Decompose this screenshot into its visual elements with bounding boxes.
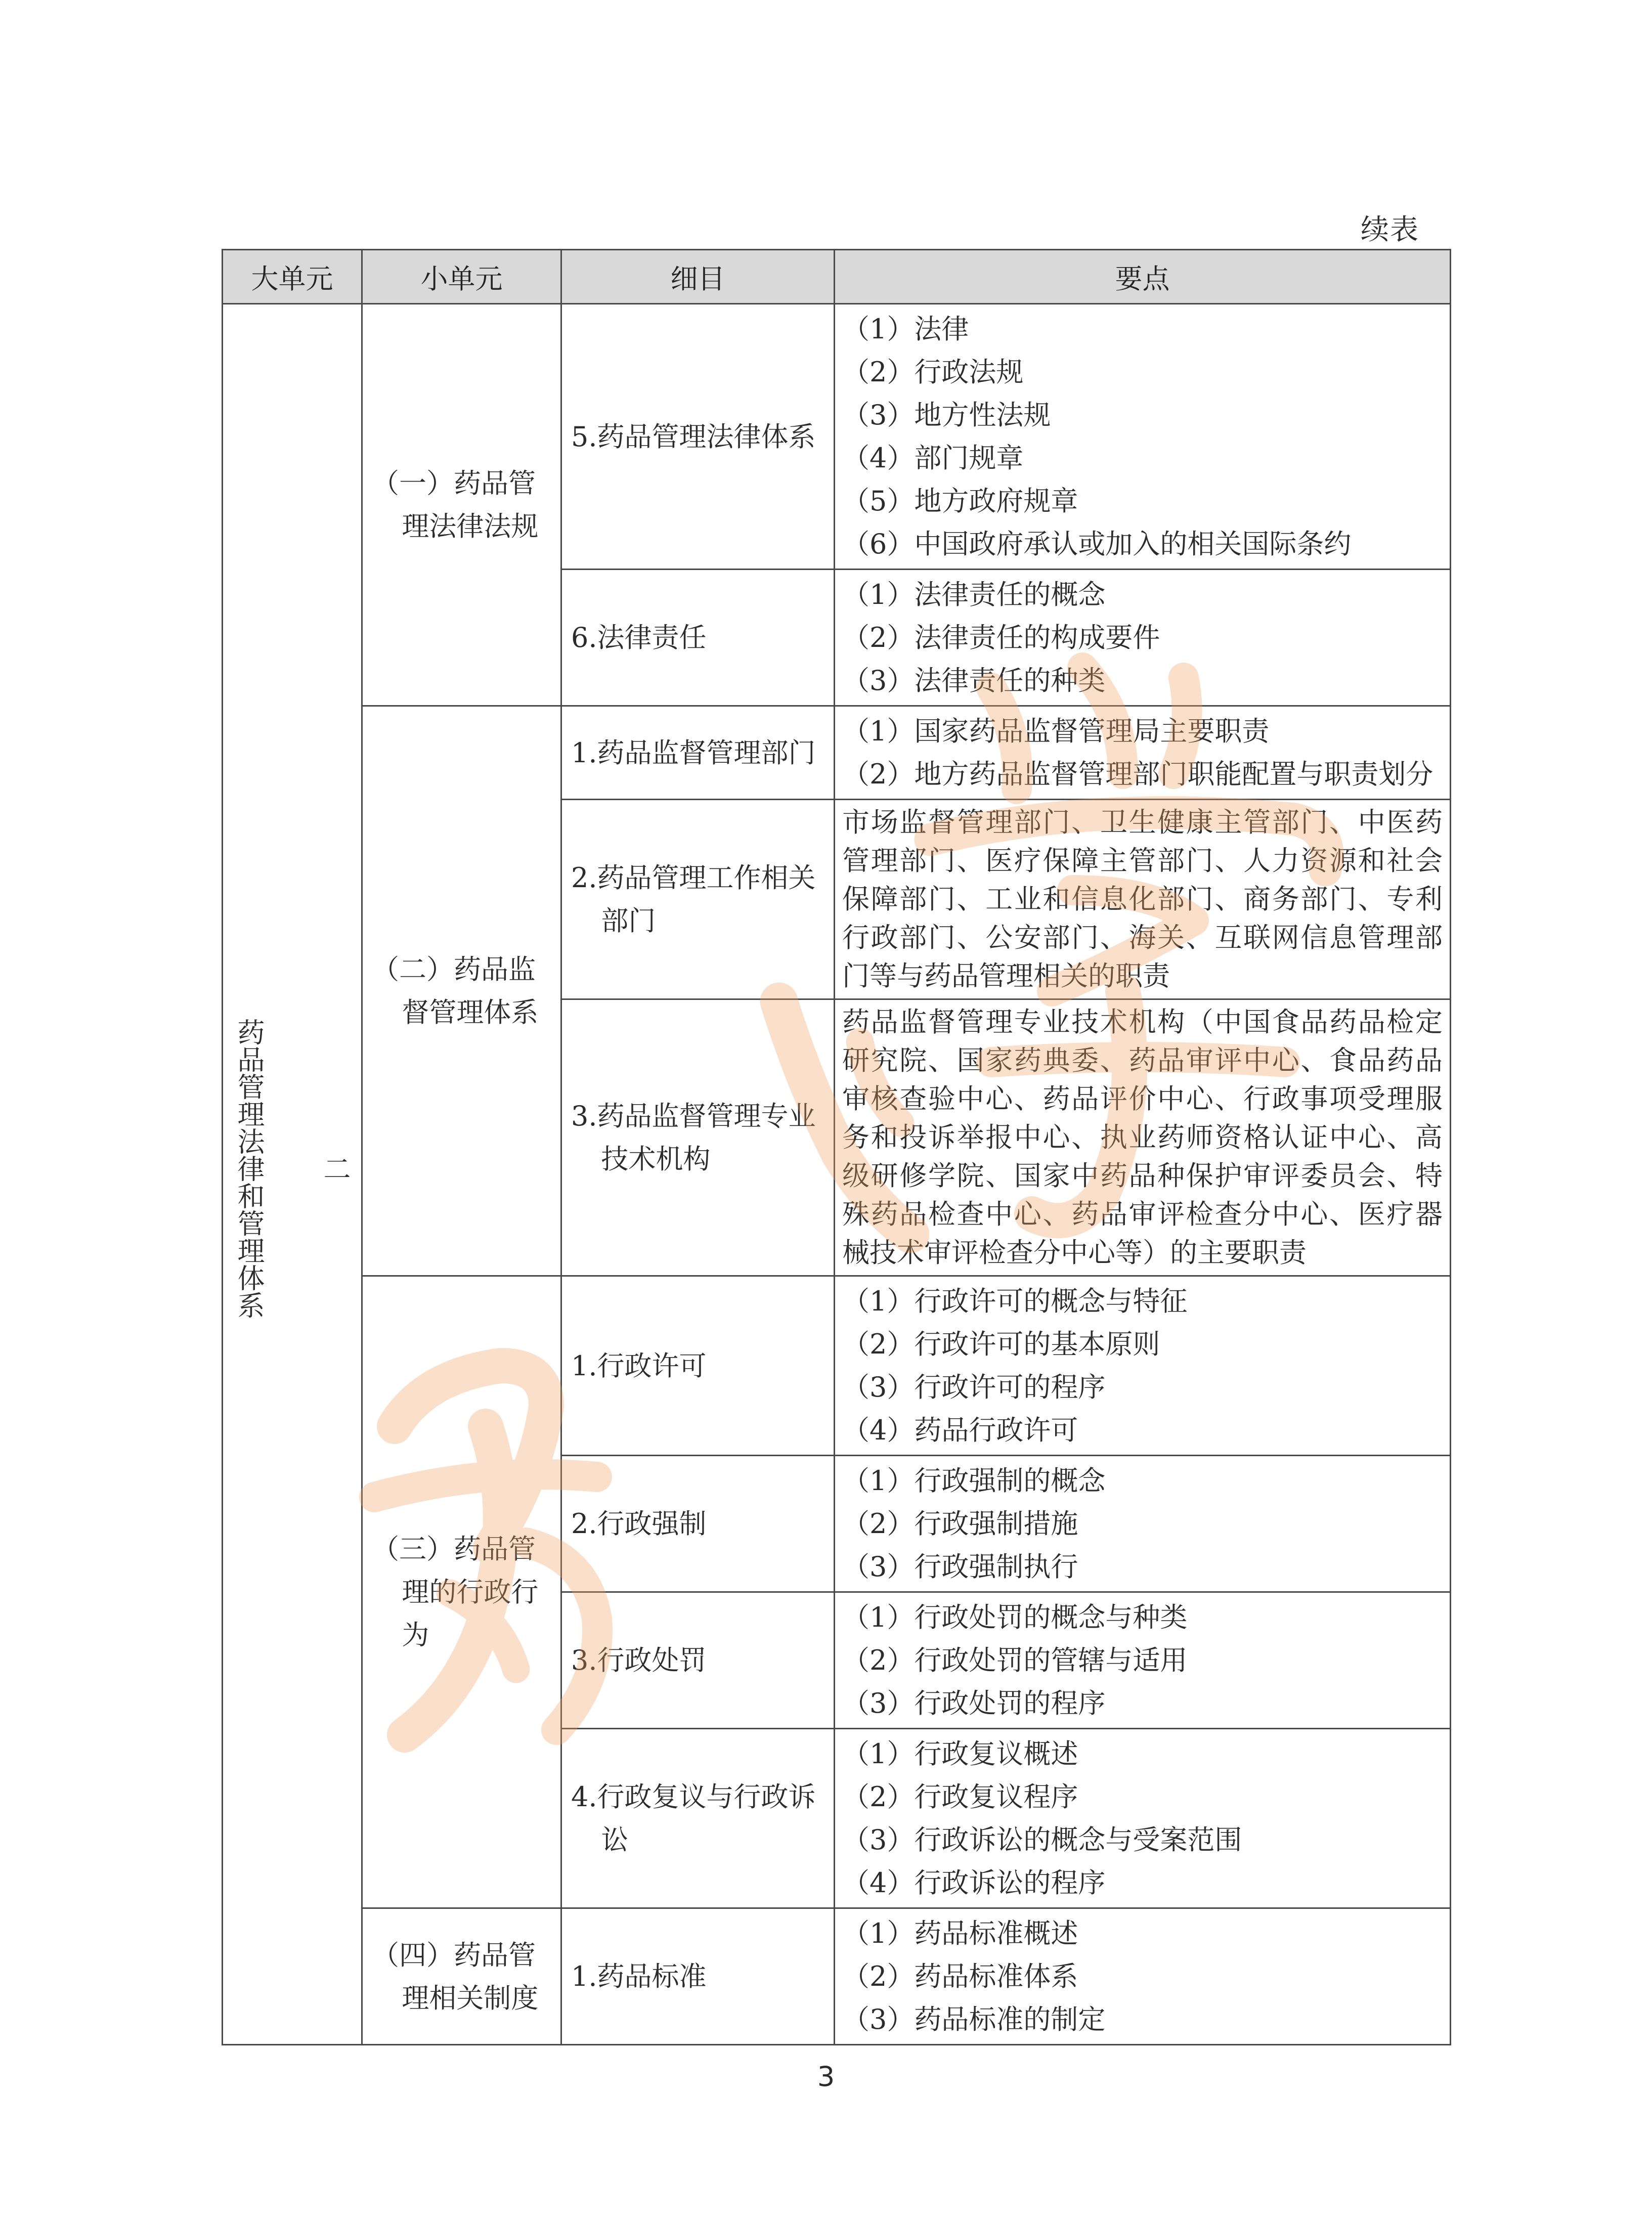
points-cell (835, 706, 1451, 800)
page-number: 3 (817, 2061, 835, 2092)
item-cell (561, 1908, 835, 2045)
point: （4）药品行政许可 (842, 1414, 1078, 1446)
point: （3）行政强制执行 (842, 1551, 1078, 1583)
point: （3）行政处罚的程序 (842, 1687, 1106, 1719)
point: （1）行政处罚的概念与种类 (842, 1601, 1188, 1633)
point: （2）行政许可的基本原则 (842, 1328, 1160, 1360)
item-name: 3.行政处罚 (571, 1644, 707, 1676)
item-cell (561, 1456, 835, 1592)
point: （6）中国政府承认或加入的相关国际条约 (842, 528, 1352, 560)
point: （2）行政法规 (842, 356, 1024, 388)
header-major-unit: 大单元 (223, 250, 362, 304)
minor-unit-cell (362, 1276, 561, 1908)
item-name: 2.药品管理工作相关部门 (571, 862, 816, 937)
points-cell (835, 1276, 1451, 1456)
points-cell (835, 304, 1451, 570)
header-key-points: 要点 (835, 250, 1451, 304)
point: （1）法律责任的概念 (842, 579, 1106, 610)
item-name: 6.法律责任 (571, 622, 707, 653)
point: （4）部门规章 (842, 442, 1024, 474)
item-cell (561, 706, 835, 800)
point: （3）地方性法规 (842, 399, 1051, 431)
item-cell (561, 800, 835, 999)
table-row (223, 304, 1451, 570)
point: （2）药品标准体系 (842, 1960, 1078, 1992)
table-row (223, 706, 1451, 800)
minor-unit-cell (362, 706, 561, 1276)
item-cell (561, 999, 835, 1276)
point: （5）地方政府规章 (842, 485, 1078, 517)
item-cell (561, 304, 835, 570)
minor-unit-name: （一）药品管理法律法规 (372, 467, 539, 542)
point: （1）国家药品监督管理局主要职责 (842, 715, 1270, 747)
points-cell (835, 570, 1451, 706)
point: （3）药品标准的制定 (842, 2003, 1106, 2035)
points-cell (835, 1908, 1451, 2045)
point: （1）行政复议概述 (842, 1738, 1078, 1770)
table-row (223, 1276, 1451, 1456)
points-cell (835, 1592, 1451, 1729)
point: （2）行政强制措施 (842, 1508, 1078, 1540)
minor-unit-cell (362, 1908, 561, 2045)
points-cell (835, 1729, 1451, 1908)
point: （1）药品标准概述 (842, 1917, 1078, 1949)
point: （3）行政许可的程序 (842, 1371, 1106, 1403)
item-name: 5.药品管理法律体系 (571, 420, 816, 453)
minor-unit-cell (362, 304, 561, 706)
table-header-row (223, 250, 1451, 304)
point: （2）地方药品监督管理部门职能配置与职责划分 (842, 758, 1433, 790)
point: （3）行政诉讼的概念与受案范围 (842, 1824, 1242, 1856)
point: （1）法律 (842, 313, 969, 345)
continued-label: 续表 (1361, 213, 1419, 246)
major-unit-cell (223, 304, 362, 2045)
point: （1）行政强制的概念 (842, 1465, 1106, 1497)
header-minor-unit: 小单元 (362, 250, 561, 304)
item-name: 2.行政强制 (571, 1508, 707, 1540)
item-cell (561, 1276, 835, 1456)
item-cell (561, 1729, 835, 1908)
table-row (223, 1908, 1451, 2045)
points-cell: 市场监督管理部门、卫生健康主管部门、中医药管理部门、医疗保障主管部门、人力资源和社会保障部门、工业和信息化部门、商务部门、专利行政部门、公安部门、海关、互联网信息管理部门等与药品管理相关的职责 (835, 800, 1451, 999)
point: （3）法律责任的种类 (842, 665, 1106, 696)
item-name: 1.行政许可 (571, 1349, 707, 1382)
minor-unit-name: （二）药品监督管理体系 (372, 953, 539, 1028)
item-name: 1.药品标准 (571, 1960, 707, 1992)
point: （4）行政诉讼的程序 (842, 1867, 1106, 1899)
item-name: 1.药品监督管理部门 (571, 736, 816, 769)
item-name: 3.药品监督管理专业技术机构 (571, 1100, 816, 1175)
point: （1）行政许可的概念与特征 (842, 1285, 1188, 1317)
item-name: 4.行政复议与行政诉讼 (571, 1781, 816, 1856)
major-unit-text: 二 药品管理法律和管理体系 (233, 1018, 351, 1319)
points-cell (835, 1456, 1451, 1592)
point: （2）行政处罚的管辖与适用 (842, 1644, 1188, 1676)
minor-unit-name: （三）药品管理的行政行为 (372, 1533, 539, 1651)
points-cell: 药品监督管理专业技术机构（中国食品药品检定研究院、国家药典委、药品审评中心、食品药品审核查验中心、药品评价中心、行政事项受理服务和投诉举报中心、执业药师资格认证中心、高级研修学院、国家中药品种保护审评委员会、特殊药品检查中心、药品审评检查分中心、医疗器械技术审评检查分中心等）的主要职责 (835, 999, 1451, 1276)
item-cell (561, 1592, 835, 1729)
point: （2）法律责任的构成要件 (842, 622, 1160, 653)
item-cell (561, 570, 835, 706)
syllabus-table (222, 249, 1451, 2045)
point: （2）行政复议程序 (842, 1781, 1078, 1813)
minor-unit-name: （四）药品管理相关制度 (372, 1939, 539, 2014)
header-item: 细目 (561, 250, 835, 304)
